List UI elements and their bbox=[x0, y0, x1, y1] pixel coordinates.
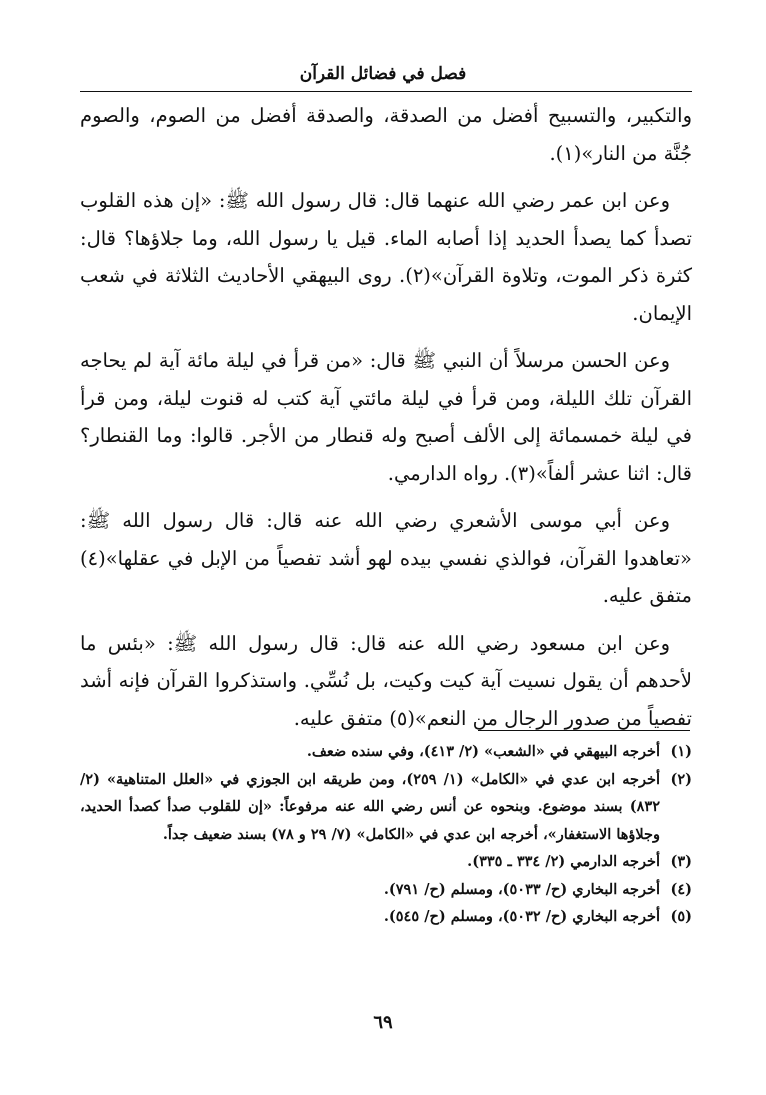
footnote-text: أخرجه البخاري (ح/ ٥٠٣٢)، ومسلم (ح/ ٥٤٥). bbox=[383, 908, 660, 925]
footnote-1 bbox=[80, 738, 692, 766]
footnote-number: (٣) bbox=[670, 853, 692, 870]
footnote-rule bbox=[478, 730, 690, 731]
paragraph-5: وعن ابن مسعود رضي الله عنه قال: قال رسول الله ﷺ: «بئس ما لأحدهم أن يقول نسيت آية كيت وكيت، بل نُسِّي. واستذكروا القرآن فإنه أشد تفصياً من صدور الرجال من النعم»(٥) متفق عليه. bbox=[80, 631, 692, 730]
footnote-text: أخرجه البيهقي في «الشعب» (٢/ ٤١٣)، وفي سنده ضعف. bbox=[306, 743, 660, 760]
footnote-text: أخرجه ابن عدي في «الكامل» (١/ ٢٥٩)، ومن طريقه ابن الجوزي في «العلل المتناهية» (٢/ ٨٣٢) بسند موضوع. وبنحوه عن أنس رضي الله عنه مرفوعاً: «إن للقلوب صدأ كصدأ الحديد، وجلاؤها الاستغفار»، أخرجه ابن عدي في «الكامل» (٧/ ٢٩ و ٧٨) بسند ضعيف جداً. bbox=[80, 770, 660, 843]
paragraph-4: وعن أبي موسى الأشعري رضي الله عنه قال: قال رسول الله ﷺ: «تعاهدوا القرآن، فوالذي نفسي بيده لهو أشد تفصياً من الإبل في عقلها»(٤) متفق عليه. bbox=[80, 509, 692, 607]
footnotes bbox=[80, 738, 692, 931]
footnote-5 bbox=[80, 903, 692, 931]
body-text bbox=[80, 97, 692, 747]
footnote-text: أخرجه البخاري (ح/ ٥٠٣٣)، ومسلم (ح/ ٧٩١). bbox=[383, 880, 660, 898]
footnote-text: أخرجه الدارمي (٢/ ٣٣٤ ـ ٣٣٥). bbox=[467, 853, 660, 870]
footnote-number: (٢) bbox=[670, 770, 692, 788]
footnote-number: (١) bbox=[670, 743, 692, 760]
footnote-number: (٥) bbox=[670, 908, 692, 925]
page-number: ٦٩ bbox=[373, 1012, 393, 1033]
header-rule bbox=[80, 91, 692, 92]
footnote-2 bbox=[80, 766, 692, 849]
paragraph-3: وعن الحسن مرسلاً أن النبي ﷺ قال: «من قرأ في ليلة مائة آية لم يحاجه القرآن تلك الليلة، ومن قرأ في ليلة مائتي آية كتب له قنوت ليلة، ومن قرأ في ليلة خمسمائة إلى الألف أصبح وله قنطار من الأجر. قالوا: وما القنطار؟ قال: اثنا عشر ألفاً»(٣). رواه الدارمي. bbox=[80, 349, 692, 485]
paragraph-1: والتكبير، والتسبيح أفضل من الصدقة، والصدقة أفضل من الصوم، والصوم جُنَّة من النار»(١). bbox=[80, 104, 692, 165]
paragraph-2: وعن ابن عمر رضي الله عنهما قال: قال رسول الله ﷺ: «إن هذه القلوب تصدأ كما يصدأ الحديد إذا أصابه الماء. قيل يا رسول الله، وما جلاؤها؟ قال: كثرة ذكر الموت، وتلاوة القرآن»(٢). روى البيهقي الأحاديث الثلاثة في شعب الإيمان. bbox=[80, 189, 692, 325]
footnote-number: (٤) bbox=[670, 880, 692, 898]
running-header: فصل في فضائل القرآن bbox=[299, 64, 467, 84]
footnote-3 bbox=[80, 848, 692, 876]
footnote-4 bbox=[80, 876, 692, 904]
